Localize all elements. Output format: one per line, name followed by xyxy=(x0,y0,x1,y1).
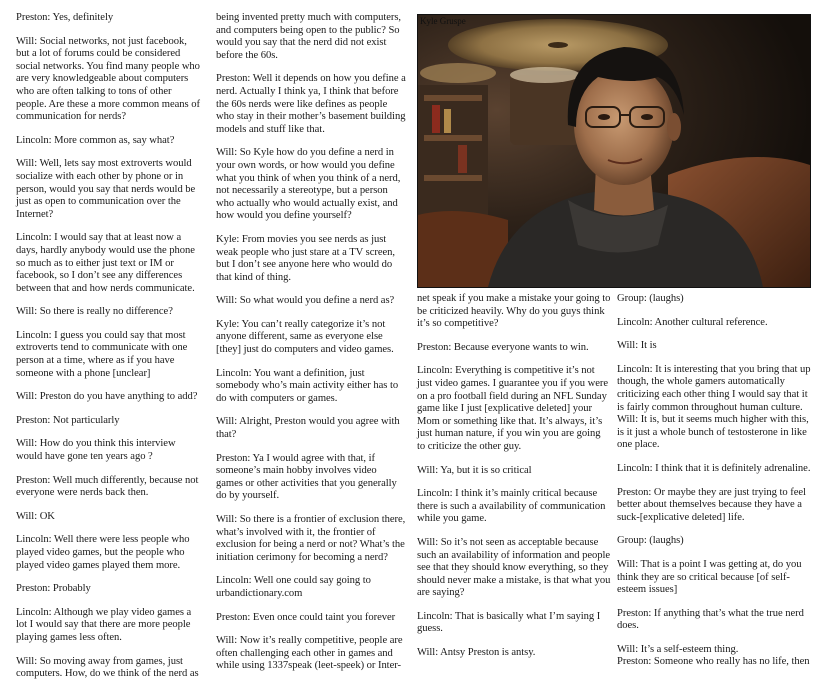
paragraph: Will: How do you think this interview would have gone ten years ago ? xyxy=(16,438,176,463)
paragraph: Will: Antsy Preston is antsy. xyxy=(417,647,536,659)
paragraph: Preston: If anything that’s what the true nerd does. xyxy=(617,607,804,632)
paragraph: Will: So what would you define a nerd as? xyxy=(216,295,395,307)
paragraph: Lincoln: Well there were less people who played video games, but the people who played video games played them more. xyxy=(16,534,190,571)
paragraph: Preston: Not particularly xyxy=(16,414,120,426)
paragraph: Kyle: You can’t really categorize it’s not anyone different, same as everyone else [they] just do computers and video games. xyxy=(216,318,394,356)
paragraph: Preston: Ya I would agree with that, if someone’s main hobby involves video games or other activities that you generally do by yourself. xyxy=(216,452,397,502)
paragraph: Lincoln: You want a definition, just somebody who’s main activity either has to do with computers or games. xyxy=(216,367,399,404)
paragraph: Lincoln: That is basically what I’m saying I guess. xyxy=(417,610,601,635)
text-column-1 xyxy=(16,12,202,681)
paragraph: Preston: Yes, definitely xyxy=(16,12,114,23)
paragraph: Will: Preston do you have anything to add? xyxy=(16,391,198,403)
paragraph: Preston: Well it depends on how you define a nerd. Actually I think ya, I think that before the 60s nerds were like defines as people who stay in their mother’s basement building models and stuff like that. xyxy=(216,73,406,135)
paragraph: Lincoln: I would say that at least now a days, hardly anybody would use the phone so much as to either just text or IM or facebook, so I don’t see any differences between that and how nerds communicate. xyxy=(16,232,195,294)
paragraph: Lincoln: Another cultural reference. xyxy=(617,316,768,328)
paragraph: Lincoln: Well one could say going to urbandictionary.com xyxy=(216,575,371,599)
paragraph: Will: So moving away from games, just computers. How, do we think of the nerd as xyxy=(16,655,199,680)
paragraph: net speak if you make a mistake your going to be criticized heavily. Why do you guys think it’s so competitive? xyxy=(417,293,611,330)
paragraph: Will: So there is a frontier of exclusion there, what’s involved with it, the frontier of exclusion for being a nerd or not? What’s the initiation cerimony for becoming a nerd? xyxy=(216,514,406,563)
paragraph: Group: (laughs) xyxy=(617,535,684,547)
paragraph: Lincoln: I think it’s mainly critical because there is such a availability of communication while you game. xyxy=(417,488,606,525)
portrait-photo xyxy=(417,14,811,288)
paragraph: Will: That is a point I was getting at, do you think they are so critical because [of self-esteem issues] xyxy=(617,558,802,596)
paragraph: Lincoln: Everything is competitive it’s not just video games. I guarantee you if you were on a pro football field during an NFL Sunday game like I just [explicative deleted] your Mom or something like that. It’s always, it’s just human nature, if you win you are going to criticize the other guy. xyxy=(417,365,609,452)
paragraph: Kyle: From movies you see nerds as just weak people who just stare at a TV screen, but I don’t see anyone here who would do that kind of thing. xyxy=(216,233,396,283)
paragraph: Lincoln: Although we play video games a lot I would say that there are more people playing games less often. xyxy=(16,606,192,643)
paragraph: Will: So there is really no difference? xyxy=(16,306,173,318)
paragraph: Will: OK xyxy=(16,510,55,522)
paragraph: Will: Social networks, not just facebook, but a lot of forums could be considered social networks. You find many people who are very knowledgeable about computers who are often talking to tons of other people. Are these a more common means of communication for nerds? xyxy=(16,35,200,123)
paragraph: Lincoln: I guess you could say that most extroverts tend to communicate with one person at a time, where as if you have someone with a phone [unclear] xyxy=(16,329,188,379)
paragraph: Preston: Well much differently, because not everyone were nerds back then. xyxy=(16,474,199,499)
paragraph: Will: Well, lets say most extroverts would socialize with each other by phone or in person, would you say that nerds would be just as open to communication over the Internet? xyxy=(16,158,196,220)
paragraph: Lincoln: More common as, say what? xyxy=(16,134,175,146)
paragraph: being invented pretty much with computers, and computers being open to the public? So would you say that the nerd did not exist before the 60s. xyxy=(216,12,402,61)
paragraph: Will: Ya, but it is so critical xyxy=(417,464,532,476)
paragraph: Will: It’s a self-esteem thing. xyxy=(617,643,739,655)
paragraph: Preston: Even once could taint you forever xyxy=(216,611,396,623)
paragraph: Will: It is xyxy=(617,340,657,352)
paragraph: Will: Now it’s really competitive, people are often challenging each other in games and while using 1337speak (leet-speek) or Inter- xyxy=(216,635,403,672)
text-column-2 xyxy=(216,12,406,673)
portrait-image xyxy=(418,15,810,287)
paragraph: Group: (laughs) xyxy=(617,293,684,304)
paragraph: Preston: Someone who really has no life, then xyxy=(617,656,810,668)
paragraph: Lincoln: It is interesting that you bring that up though, the whole gamers automatically criticizing each other thing I would say that it is fairly common throughout human culture. Will: It is, but it seems much higher with this, is it just a whole bunch of testosterone in like one place. xyxy=(617,363,811,451)
text-column-4 xyxy=(617,293,811,669)
paragraph: Preston: Or maybe they are just trying to feel better about themselves because they have a suck-[explicative deleted] life. xyxy=(617,486,806,523)
paragraph: Will: So it’s not seen as acceptable because such an availability of information and people see that they should know everything, so they should never make a mistake, is that what you are saying? xyxy=(417,536,611,599)
text-column-3 xyxy=(417,293,611,660)
paragraph: Preston: Probably xyxy=(16,583,91,595)
photo-caption: Kyle Gruspe xyxy=(420,16,466,26)
paragraph: Will: So Kyle how do you define a nerd in your own words, or how would you define what you think of when you think of a nerd, not necessarily a stereotype, but a person who actually who would actually exist, and how would you define yourself? xyxy=(216,147,401,222)
paragraph: Preston: Because everyone wants to win. xyxy=(417,341,589,353)
paragraph: Lincoln: I think that it is definitely adrenaline. xyxy=(617,462,811,474)
paragraph: Will: Alright, Preston would you agree with that? xyxy=(216,416,400,441)
